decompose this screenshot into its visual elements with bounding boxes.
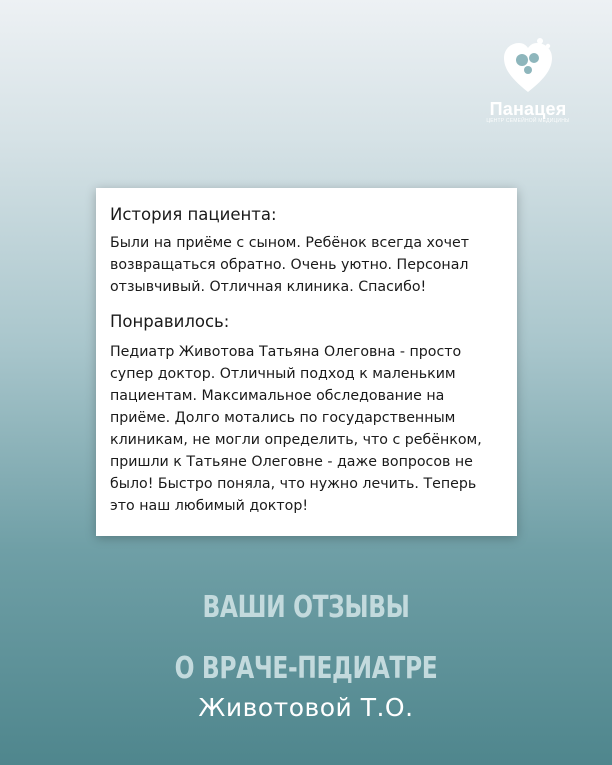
footer-title-pediatrician: О ВРАЧЕ-ПЕДИАТРЕ <box>174 651 438 686</box>
heart-family-icon <box>500 36 556 98</box>
brand-logo <box>476 36 580 136</box>
brand-tagline: ЦЕНТР СЕМЕЙНОЙ МЕДИЦИНЫ <box>486 118 570 124</box>
review-card <box>96 188 517 536</box>
footer-doctor-name: Животовой Т.О. <box>198 693 414 722</box>
story-text: Были на приёме с сыном. Ребёнок всегда хочет возвращаться обратно. Очень уютно. Персонал отзывчивый. Отличная клиника. Спасибо! <box>110 235 469 295</box>
liked-text: Педиатр Животова Татьяна Олеговна - просто супер доктор. Отличный подход к маленьким пациентам. Максимальное обследование на приёме. Долго мотались по государственным клиникам, не могли определить, что с ребёнком, пришли к Татьяне Олеговне - даже вопросов не было! Быстро поняла, что нужно лечить. Теперь это наш любимый доктор! <box>110 344 482 514</box>
liked-heading: Понравилось: <box>110 312 230 331</box>
brand-name: Панацея <box>489 99 567 119</box>
footer-title-reviews: ВАШИ ОТЗЫВЫ <box>202 590 410 625</box>
story-heading: История пациента: <box>110 205 277 224</box>
